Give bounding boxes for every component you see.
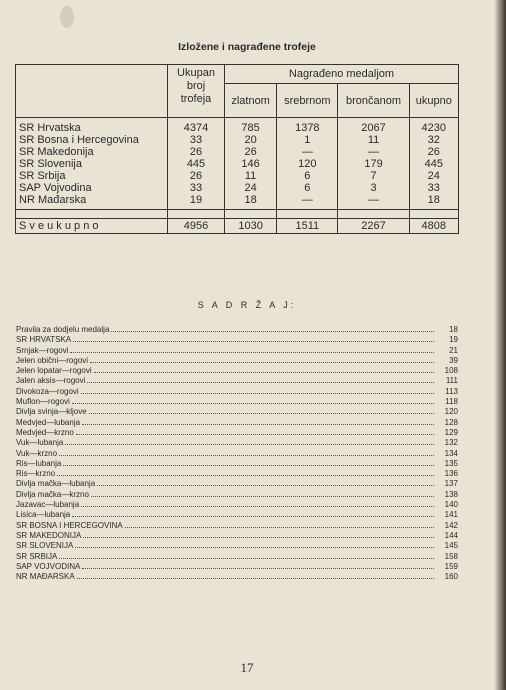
toc-entry xyxy=(16,387,458,397)
toc-entry-label: Jalen aksis—rogovi xyxy=(16,376,86,386)
toc-entry-page: 138 xyxy=(444,489,458,499)
toc-entry xyxy=(16,449,458,459)
dot-leader xyxy=(81,500,434,507)
toc-entry-label: Jelen lopatar—rogovi xyxy=(16,366,92,376)
dot-leader xyxy=(65,438,434,445)
region-names-cell xyxy=(16,118,168,210)
region-name: SR Makedonija xyxy=(19,146,94,158)
sum-cell: 4230 32 26 445 24 33 18 xyxy=(409,118,458,210)
toc-entry-page: 144 xyxy=(444,530,458,540)
toc-entry xyxy=(16,418,458,428)
toc-entry-label: SR BOSNA I HERCEGOVINA xyxy=(16,520,123,530)
header-bronze: brončanom xyxy=(338,84,409,118)
dot-leader xyxy=(97,479,434,486)
toc-entry-label: Vuk—lubanja xyxy=(16,438,64,448)
toc-entry-page: 21 xyxy=(449,345,458,355)
dot-leader xyxy=(91,490,434,497)
toc-entry xyxy=(16,541,458,551)
grand-total-row: S v e u k u p n o 4956 1030 1511 2267 4808 xyxy=(16,219,459,234)
toc-entry-label: Lisica—lubanja xyxy=(16,510,71,520)
toc-entry-page: 19 xyxy=(449,335,458,345)
toc-entry-label: Divlja mačka—krzno xyxy=(16,489,89,499)
region-name: SR Bosna i Hercegovina xyxy=(19,134,139,146)
toc-entry-page: 108 xyxy=(444,366,458,376)
toc-entry xyxy=(16,346,458,356)
toc-entry-label: Muflon—rogovi xyxy=(16,397,70,407)
dot-leader xyxy=(63,459,434,466)
toc-entry-page: 136 xyxy=(444,469,458,479)
header-sum: ukupno xyxy=(409,84,458,118)
toc-entry xyxy=(16,562,458,572)
trophies-table xyxy=(15,64,459,234)
table-title: Izložene i nagrađene trofeje xyxy=(178,41,316,53)
paper-stain xyxy=(60,6,74,28)
toc-entry xyxy=(16,407,458,417)
dot-leader xyxy=(87,376,434,383)
toc-entry-page: 145 xyxy=(444,541,458,551)
page-edge-shadow xyxy=(494,0,506,690)
toc-entry-label: Ris—lubanja xyxy=(16,458,62,468)
toc-entry-page: 142 xyxy=(444,520,458,530)
toc-entry-label: Divlja mačka—lubanja xyxy=(16,479,96,489)
toc-entry-label: SR HRVATSKA xyxy=(16,335,72,345)
toc-entry-label: Vuk—krzno xyxy=(16,448,58,458)
toc-entry-page: 39 xyxy=(449,355,458,365)
toc-entry xyxy=(16,428,458,438)
toc-entry-page: 134 xyxy=(444,448,458,458)
dot-leader xyxy=(83,531,434,538)
toc-entry-page: 113 xyxy=(445,386,458,396)
dot-leader xyxy=(111,325,434,332)
dot-leader xyxy=(70,346,434,353)
toc-entry xyxy=(16,438,458,448)
bronze-cell: 2067 11 — 179 7 3 — xyxy=(338,118,409,210)
toc-entry xyxy=(16,510,458,520)
toc-entry-label: SR SLOVENIJA xyxy=(16,541,74,551)
header-silver: srebrnom xyxy=(277,84,338,118)
toc-entry-page: 160 xyxy=(444,572,458,582)
toc-entry xyxy=(16,397,458,407)
grand-total-label: S v e u k u p n o xyxy=(16,219,168,234)
toc-entry xyxy=(16,479,458,489)
toc-entry-label: Pravila za dodjelu medalja xyxy=(16,325,110,334)
toc-entry xyxy=(16,490,458,500)
toc-entry-label: SR SRBIJA xyxy=(16,551,58,561)
region-name: SR Hrvatska xyxy=(19,122,81,134)
dot-leader xyxy=(94,366,434,373)
dot-leader xyxy=(72,510,434,517)
toc-entry xyxy=(16,325,458,335)
toc-entry xyxy=(16,521,458,531)
region-name: SR Srbija xyxy=(19,170,66,182)
toc-entry-label: Divokoza—rogovi xyxy=(16,386,79,396)
toc-entry xyxy=(16,376,458,386)
toc-entry xyxy=(16,572,458,582)
table-of-contents xyxy=(16,325,458,582)
toc-entry-page: 120 xyxy=(444,407,458,417)
toc-entry-label: Medvjed—lubanja xyxy=(16,417,81,427)
toc-entry xyxy=(16,335,458,345)
toc-entry-page: 129 xyxy=(444,427,458,437)
toc-entry-page: 111 xyxy=(445,376,458,386)
dot-leader xyxy=(59,449,434,456)
toc-entry-label: Jelen obični—rogovi xyxy=(16,355,89,365)
dot-leader xyxy=(81,387,434,394)
toc-entry-label: Medvjed—krzno xyxy=(16,427,74,437)
toc-entry-label: NR MAĐARSKA xyxy=(16,572,75,582)
gold-cell: 785 20 26 146 11 24 18 xyxy=(225,118,277,210)
dot-leader xyxy=(82,562,434,569)
dot-leader xyxy=(76,428,434,435)
dot-leader xyxy=(59,552,434,559)
region-name: SAP Vojvodina xyxy=(19,182,92,194)
dot-leader xyxy=(82,418,434,425)
header-gold: zlatnom xyxy=(225,84,277,118)
region-name: SR Slovenija xyxy=(19,158,82,170)
dot-leader xyxy=(89,407,434,414)
toc-entry-page: 158 xyxy=(444,551,458,561)
toc-entry-page: 140 xyxy=(444,500,458,510)
toc-entry-label: SAP VOJVODINA xyxy=(16,561,81,571)
toc-entry-label: Jazavac—lubanja xyxy=(16,500,80,510)
toc-entry-page: 141 xyxy=(444,510,458,520)
toc-entry-page: 132 xyxy=(444,438,458,448)
contents-title: S A D R Ž A J: xyxy=(197,300,297,310)
total-trophies-cell: 4374 33 26 445 26 33 19 xyxy=(168,118,225,210)
silver-cell: 1378 1 — 120 6 6 — xyxy=(277,118,338,210)
toc-entry xyxy=(16,366,458,376)
header-total-trophies: Ukupan broj trofeja xyxy=(168,65,225,118)
toc-entry xyxy=(16,459,458,469)
toc-entry-page: 128 xyxy=(444,417,458,427)
toc-entry-page: 135 xyxy=(444,458,458,468)
dot-leader xyxy=(75,541,434,548)
toc-entry xyxy=(16,552,458,562)
toc-entry-label: Divlja svinja—kljove xyxy=(16,407,87,417)
toc-entry-page: 137 xyxy=(444,479,458,489)
table-gap-row xyxy=(16,210,459,219)
header-medal-group: Nagrađeno medaljom xyxy=(225,65,459,84)
toc-entry-page: 118 xyxy=(445,397,458,407)
dot-leader xyxy=(73,335,434,342)
toc-entry-label: Srnjak—rogovi xyxy=(16,345,69,355)
toc-entry xyxy=(16,531,458,541)
page-number: 17 xyxy=(240,660,254,675)
dot-leader xyxy=(72,397,434,404)
dot-leader xyxy=(57,469,434,476)
toc-entry xyxy=(16,469,458,479)
toc-entry-label: Ris—krzno xyxy=(16,469,56,479)
toc-entry-label: SR MAKEDONIJA xyxy=(16,530,82,540)
dot-leader xyxy=(90,356,434,363)
dot-leader xyxy=(125,521,434,528)
toc-entry xyxy=(16,356,458,366)
toc-entry-page: 18 xyxy=(449,325,458,334)
toc-entry-page: 159 xyxy=(444,561,458,571)
region-name: NR Mađarska xyxy=(19,194,87,206)
toc-entry xyxy=(16,500,458,510)
header-blank-cell xyxy=(16,65,168,118)
dot-leader xyxy=(77,572,434,579)
